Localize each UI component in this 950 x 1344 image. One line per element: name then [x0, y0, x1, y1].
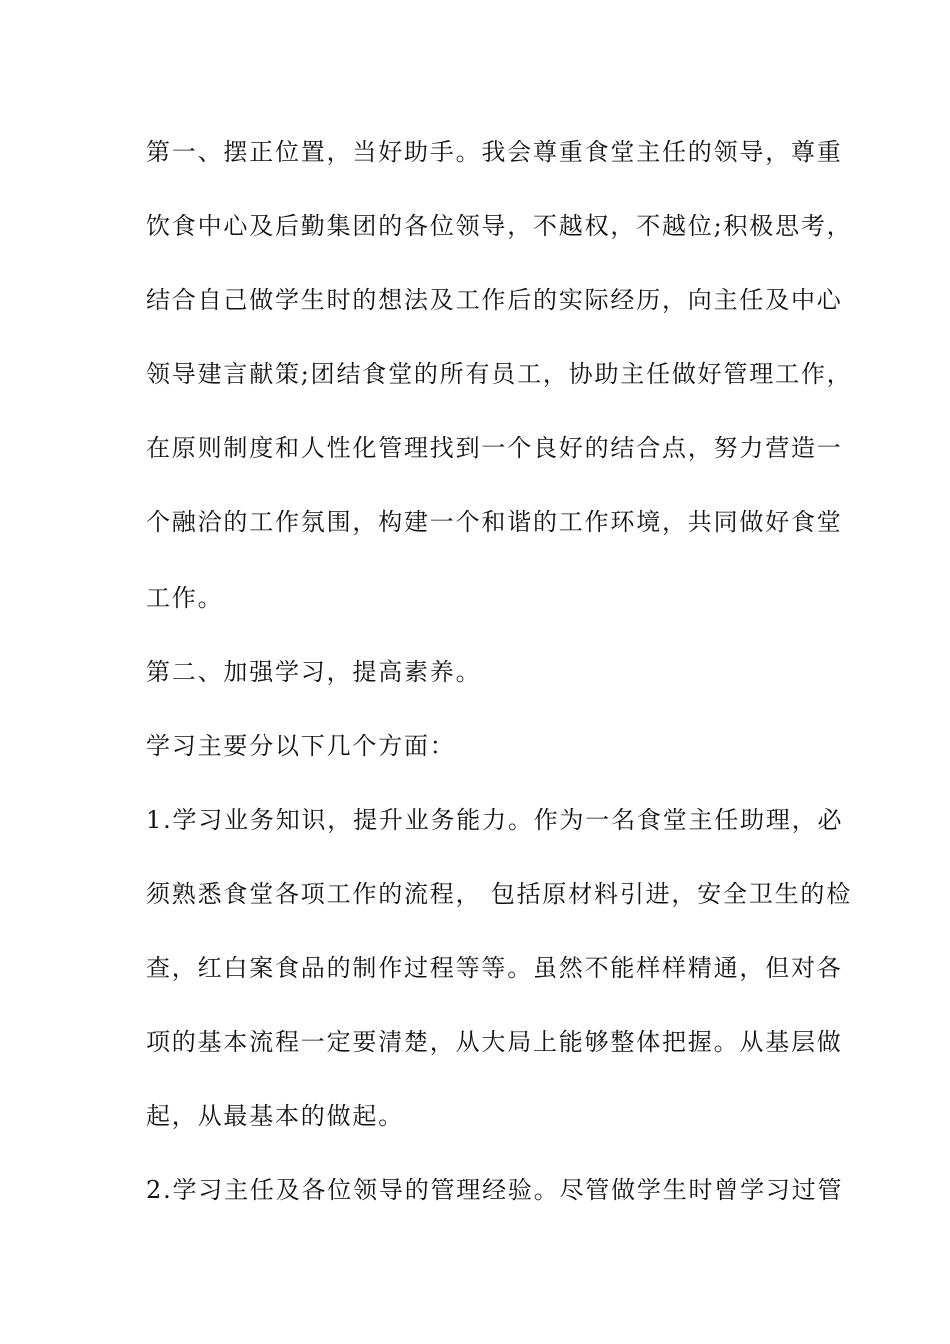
paragraph-line: 个融洽的工作氛围，构建一个和谐的工作环境，共同做好食堂 — [146, 508, 843, 536]
paragraph-line: 领导建言献策;团结食堂的所有员工，协助主任做好管理工作， — [146, 360, 853, 388]
list-item-line: 1.学习业务知识，提升业务能力。作为一名食堂主任助理，必 — [146, 806, 844, 834]
section-heading: 第二、加强学习，提高素养。 — [146, 658, 482, 686]
list-item-line: 2.学习主任及各位领导的管理经验。尽管做学生时曾学习过管 — [146, 1176, 844, 1204]
list-item-line: 查，红白案食品的制作过程等等。虽然不能样样精通，但对各 — [146, 954, 843, 982]
paragraph-line: 结合自己做学生时的想法及工作后的实际经历，向主任及中心 — [146, 286, 843, 314]
list-item-line: 项的基本流程一定要清楚，从大局上能够整体把握。从基层做 — [146, 1028, 843, 1056]
paragraph-line: 第一、摆正位置，当好助手。我会尊重食堂主任的领导，尊重 — [146, 138, 843, 166]
paragraph-line: 饮食中心及后勤集团的各位领导，不越权，不越位;积极思考， — [146, 212, 853, 240]
paragraph-line: 在原则制度和人性化管理找到一个良好的结合点，努力营造一 — [146, 434, 843, 462]
list-item-line: 起，从最基本的做起。 — [146, 1102, 404, 1130]
paragraph-line: 学习主要分以下几个方面： — [146, 732, 456, 760]
paragraph-line: 工作。 — [146, 584, 224, 612]
list-item-line: 须熟悉食堂各项工作的流程， 包括原材料引进，安全卫生的检 — [146, 880, 853, 908]
